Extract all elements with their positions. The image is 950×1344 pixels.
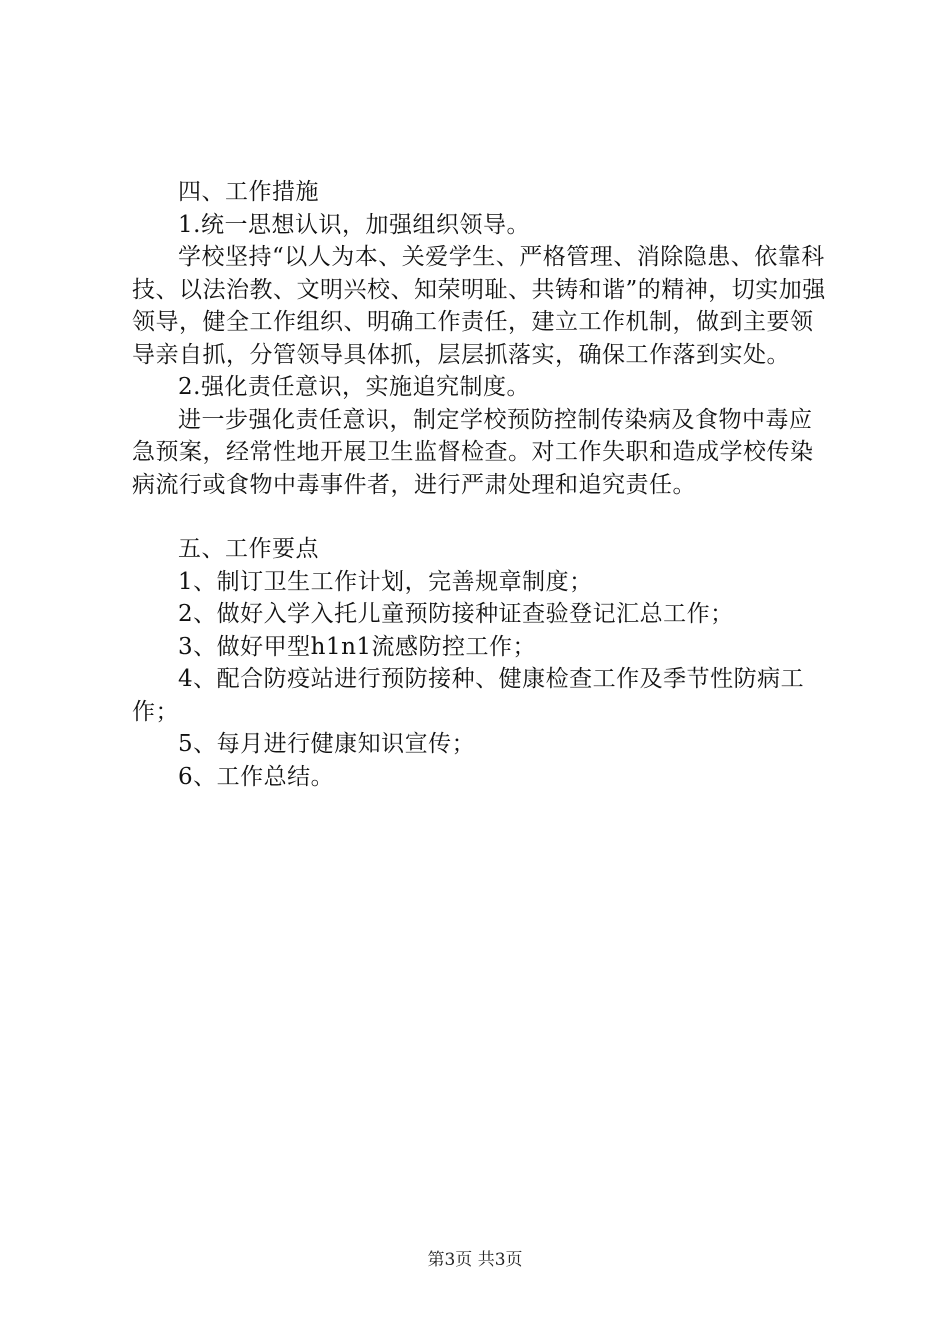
measure-1-title: 1.统一思想认识，加强组织领导。 [178, 211, 530, 238]
section-heading-measures: 四、工作措施 [178, 179, 319, 205]
key-point-item: 2、做好入学入托儿童预防接种证查验登记汇总工作； [178, 601, 734, 627]
section-spacer [132, 501, 832, 533]
key-point-item: 6、工作总结。 [178, 763, 335, 790]
measure-2-title: 2.强化责任意识，实施追究制度。 [178, 374, 530, 400]
measure-1-body: 学校坚持“以人为本、关爱学生、严格管理、消除隐患、依靠科技、以法治教、文明兴校、知荣明耻、共铸和谐”的精神，切实加强领导，健全工作组织、明确工作责任，建立工作机制，做到主要领导亲自抓，分管领导具体抓，层层抓落实，确保工作落到实处。 [132, 244, 826, 368]
measure-2-body: 进一步强化责任意识，制定学校预防控制传染病及食物中毒应急预案，经常性地开展卫生监督检查。对工作失职和造成学校传染病流行或食物中毒事件者，进行严肃处理和追究责任。 [132, 406, 814, 498]
section-heading-key-points: 五、工作要点 [178, 536, 319, 562]
key-point-item: 4、配合防疫站进行预防接种、健康检查工作及季节性防病工作； [132, 666, 805, 725]
page-number-footer: 第3页 共3页 [427, 1250, 523, 1270]
document-body [132, 176, 832, 793]
key-point-item: 3、做好甲型h1n1流感防控工作； [178, 633, 537, 660]
key-point-item: 5、每月进行健康知识宣传； [178, 731, 476, 757]
key-point-item: 1、制订卫生工作计划，完善规章制度； [178, 568, 593, 595]
